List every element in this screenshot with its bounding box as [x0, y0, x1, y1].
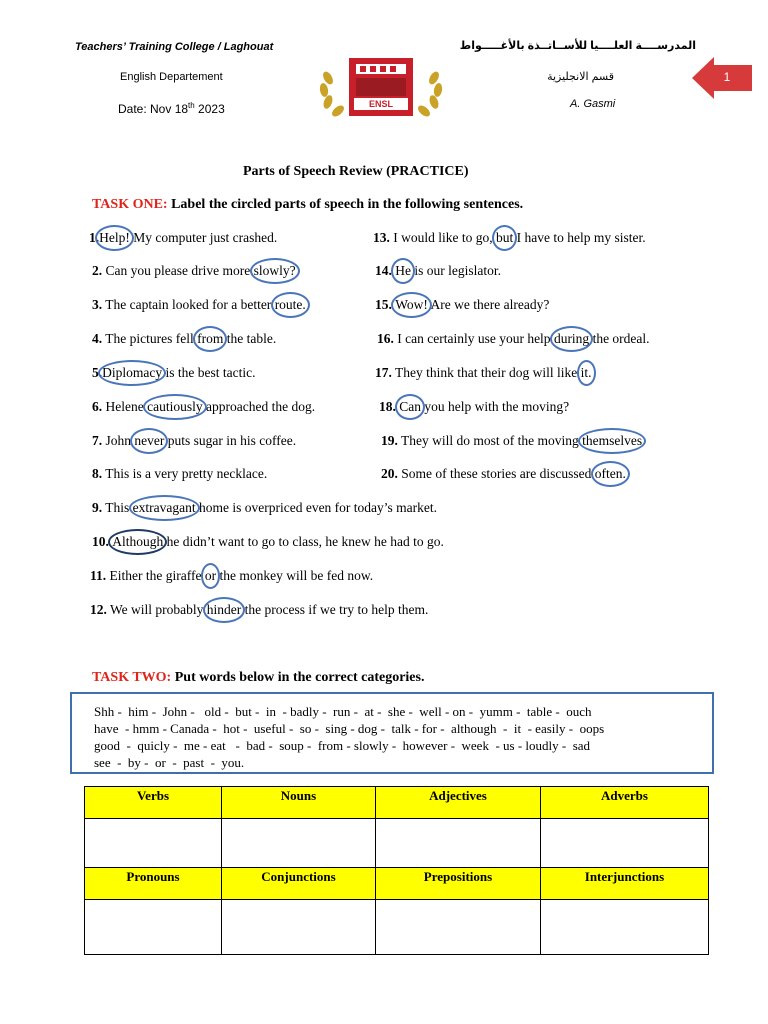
sentence-text: We will probably [106, 602, 207, 617]
task-two-instruction: Put words below in the correct categories. [171, 670, 425, 685]
circled-word: or [204, 568, 217, 583]
sentence-text: They think that their dog will like [391, 365, 581, 380]
circled-word: Wow! [395, 297, 428, 312]
circled-word: extravagant [132, 500, 196, 515]
college-name-arabic: المدرســــة العلــــيا للأســاتــذة بالأغـــــواط [459, 40, 696, 52]
date [118, 101, 225, 116]
sentence-number: 3. [92, 297, 103, 312]
word-bank-line: good - quicly - me - eat - bad - soup - from - slowly - however - week - us - loudly - sad [94, 738, 591, 753]
category-verbs: Verbs [85, 787, 222, 819]
sentence-number: 7. [92, 433, 103, 448]
sentence-text: approached the dog. [202, 399, 316, 414]
sentence-number: 12. [90, 602, 107, 617]
circled-word: He [395, 263, 411, 278]
answer-cell[interactable] [376, 819, 541, 868]
sentence-text: the ordeal. [589, 331, 650, 346]
circled-word: often. [594, 466, 626, 481]
circled-word: but [496, 230, 514, 245]
sentence-14 [375, 263, 501, 279]
word-bank-line: Shh - him - John - old - but - in - badly - run - at - she - well - on - yumm - table - ouch [94, 704, 592, 719]
categories-table [84, 786, 709, 955]
answer-cell[interactable] [376, 900, 541, 955]
circled-word: from [197, 331, 224, 346]
sentence-2 [92, 263, 296, 279]
word-bank-line: see - by - or - past - you. [94, 755, 245, 770]
answer-row [85, 900, 709, 955]
sentence-text: home is overpriced even for today’s market. [195, 500, 438, 515]
sentence-text: Some of these stories are discussed [397, 466, 595, 481]
category-adverbs: Adverbs [541, 787, 709, 819]
category-adjectives: Adjectives [376, 787, 541, 819]
category-header-row [85, 868, 709, 900]
sentence-number: 20. [381, 466, 398, 481]
sentence-6 [92, 399, 315, 415]
circled-word: route. [274, 297, 306, 312]
sentence-number: 15. [375, 297, 392, 312]
circled-word: Help! [99, 230, 130, 245]
category-nouns: Nouns [222, 787, 376, 819]
task-one-instruction: Label the circled parts of speech in the following sentences. [167, 197, 524, 212]
sentence-17 [375, 365, 592, 381]
circled-word: Can [399, 399, 421, 414]
category-interjunctions: Interjunctions [541, 868, 709, 900]
sentence-19 [381, 433, 642, 449]
sentence-text: I can certainly use your help [393, 331, 554, 346]
sentence-text: is the best tactic. [162, 365, 256, 380]
sentence-text: Can you please drive more [102, 263, 254, 278]
sentence-18 [379, 399, 569, 415]
sentence-text: the monkey will be fed now. [216, 568, 374, 583]
sentence-20 [381, 466, 626, 482]
task-one-heading [92, 197, 523, 213]
sentence-number: 10. [92, 534, 109, 549]
sentence-text: This [102, 500, 133, 515]
answer-cell[interactable] [541, 900, 709, 955]
category-header-row [85, 787, 709, 819]
answer-cell[interactable] [85, 900, 222, 955]
task-one-label: TASK ONE: [92, 197, 168, 212]
sentence-text: he didn’t want to go to class, he knew he had to go. [163, 534, 444, 549]
sentence-8 [92, 466, 267, 482]
sentence-10 [92, 534, 444, 550]
answer-cell[interactable] [85, 819, 222, 868]
category-prepositions: Prepositions [376, 868, 541, 900]
sentence-4 [92, 331, 276, 347]
sentence-number: 2. [92, 263, 103, 278]
department-arabic: قسم الانجليزية [547, 71, 614, 83]
date-year: 2023 [194, 102, 225, 116]
circled-word: hinder [206, 602, 242, 617]
sentence-number: 19. [381, 433, 398, 448]
task-two-heading [92, 670, 424, 686]
page-number: 1 [723, 70, 731, 84]
sentence-text: I would like to go, [389, 230, 496, 245]
sentence-text: puts sugar in his coffee. [164, 433, 297, 448]
college-name: Teachers’ Training College / Laghouat [75, 41, 274, 53]
logo-text: ENSL [368, 99, 394, 109]
sentence-text: John [102, 433, 135, 448]
sentence-text: you help with the moving? [421, 399, 570, 414]
sentence-number: 9. [92, 500, 103, 515]
circled-word: never [134, 433, 165, 448]
teacher-name: A. Gasmi [570, 98, 616, 110]
sentence-1 [89, 230, 277, 246]
sentence-number: 17. [375, 365, 392, 380]
sentence-15 [375, 297, 549, 313]
sentence-number: 5. [92, 365, 103, 380]
sentence-number: 1. [89, 230, 100, 245]
category-conjunctions: Conjunctions [222, 868, 376, 900]
sentence-number: 18. [379, 399, 396, 414]
sentence-13 [373, 230, 646, 246]
sentence-number: 13. [373, 230, 390, 245]
answer-cell[interactable] [222, 900, 376, 955]
sentence-number: 8. [92, 466, 103, 481]
circled-word: slowly? [253, 263, 296, 278]
sentence-text: the process if we try to help them. [241, 602, 429, 617]
sentence-16 [377, 331, 650, 347]
sentence-number: 14. [375, 263, 392, 278]
sentence-3 [92, 297, 306, 313]
sentence-text: Helene [102, 399, 148, 414]
department: English Departement [120, 71, 223, 83]
task-two-label: TASK TWO: [92, 670, 172, 685]
sentence-text: My computer just crashed. [129, 230, 278, 245]
answer-cell[interactable] [541, 819, 709, 868]
circled-word: during [553, 331, 590, 346]
sentence-12 [90, 602, 428, 618]
sentence-text: Are we there already? [427, 297, 550, 312]
sentence-9 [92, 500, 437, 516]
answer-row [85, 819, 709, 868]
school-logo [316, 56, 446, 118]
sentence-text: the table. [223, 331, 277, 346]
sentence-text: is our legislator. [411, 263, 501, 278]
page-title: Parts of Speech Review (PRACTICE) [243, 164, 469, 179]
sentence-text: This is a very pretty necklace. [102, 466, 268, 481]
circled-word: Although [112, 534, 164, 549]
date-suffix: th [188, 101, 195, 110]
sentence-number: 6. [92, 399, 103, 414]
sentence-number: 16. [377, 331, 394, 346]
sentence-number: 4. [92, 331, 103, 346]
sentence-text: They will do most of the moving [397, 433, 583, 448]
sentence-text: The captain looked for a better [102, 297, 275, 312]
date-prefix: Date: Nov 18 [118, 102, 189, 116]
sentence-number: 11. [90, 568, 107, 583]
category-pronouns: Pronouns [85, 868, 222, 900]
circled-word: cautiously [147, 399, 203, 414]
word-bank-line: have - hmm - Canada - hot - useful - so - sing - dog - talk - for - although - it - easily - oops [94, 721, 605, 736]
circled-word: it. [580, 365, 592, 380]
sentence-5 [92, 365, 255, 381]
sentence-7 [92, 433, 296, 449]
sentence-text: I have to help my sister. [513, 230, 646, 245]
sentence-text: Either the giraffe [106, 568, 205, 583]
sentence-text: The pictures fell [102, 331, 198, 346]
circled-word: Diplomacy [102, 365, 163, 380]
answer-cell[interactable] [222, 819, 376, 868]
circled-word: themselves [582, 433, 643, 448]
word-bank-box [70, 692, 714, 774]
sentence-11 [90, 568, 373, 584]
